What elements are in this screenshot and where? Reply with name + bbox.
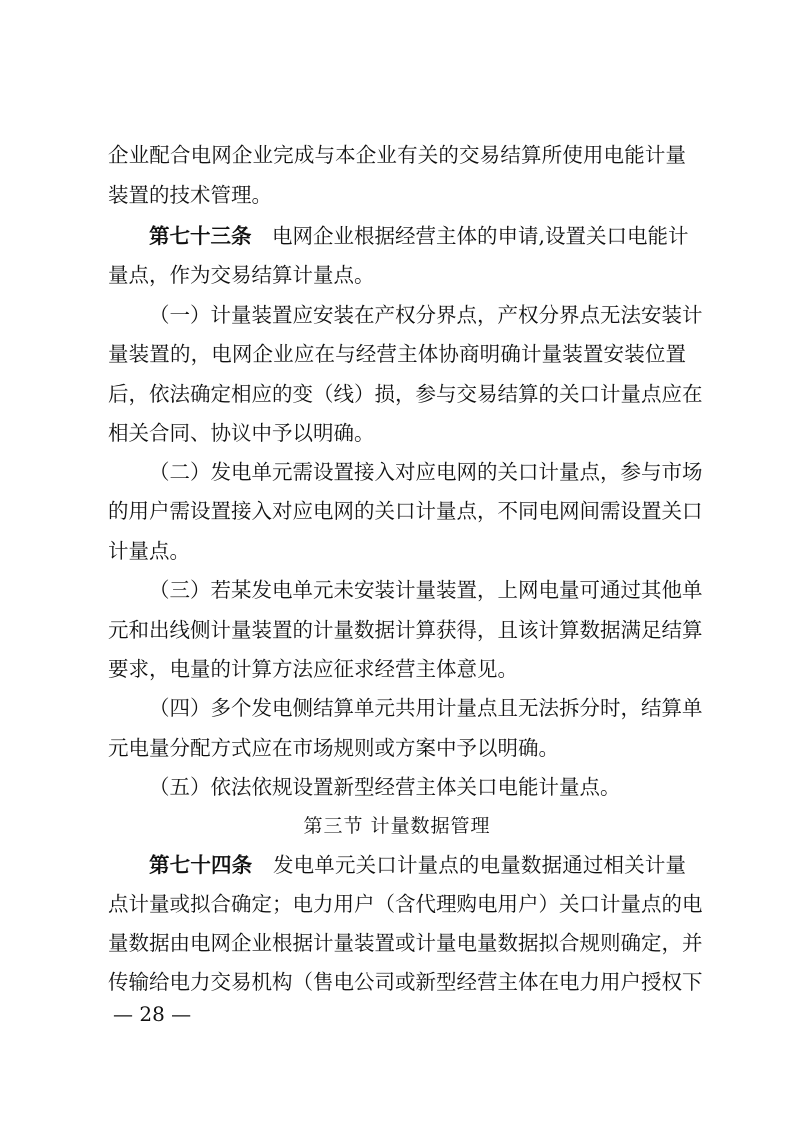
item-4-line-2: 元电量分配方式应在市场规则或方案中予以明确。 <box>108 736 559 760</box>
article-73-first-text: 电网企业根据经营主体的申请,设置关口电能计 <box>272 224 689 248</box>
item-3-line-3: 要求，电量的计算方法应征求经营主体意见。 <box>108 657 518 681</box>
item-1-line-4: 相关合同、协议中予以明确。 <box>108 421 375 445</box>
article-74-first-line <box>149 851 686 879</box>
item-3-line-1: （三）若某发电单元未安装计量装置，上网电量可通过其他单 <box>149 578 703 602</box>
item-4-line-1: （四）多个发电侧结算单元共用计量点且无法拆分时，结算单 <box>149 696 703 720</box>
item-2-line-3: 计量点。 <box>108 539 190 563</box>
article-73-first-line <box>149 222 689 250</box>
article-74-line-4: 传输给电力交易机构（售电公司或新型经营主体在电力用户授权下 <box>108 970 703 994</box>
continuation-line-1: 企业配合电网企业完成与本企业有关的交易结算所使用电能计量 <box>108 143 686 167</box>
item-3-line-2: 元和出线侧计量装置的计量数据计算获得，且该计算数据满足结算 <box>108 618 703 642</box>
page-number: — 28 — <box>113 1002 192 1026</box>
item-1-line-2: 量装置的，电网企业应在与经营主体协商明确计量装置安装位置 <box>108 342 686 366</box>
continuation-line-2: 装置的技术管理。 <box>108 183 272 207</box>
article-74-line-2: 点计量或拟合确定；电力用户（含代理购电用户）关口计量点的电 <box>108 892 703 916</box>
item-5-line-1: （五）依法依规设置新型经营主体关口电能计量点。 <box>149 775 621 799</box>
section-title: 第三节 计量数据管理 <box>303 815 491 837</box>
article-74-line-3: 量数据由电网企业根据计量装置或计量电量数据拟合规则确定，并 <box>108 931 703 955</box>
item-2-line-2: 的用户需设置接入对应电网的关口计量点，不同电网间需设置关口 <box>108 499 703 523</box>
article-74-label: 第七十四条 <box>149 853 253 877</box>
article-74-first-text: 发电单元关口计量点的电量数据通过相关计量 <box>272 853 687 877</box>
article-73-label: 第七十三条 <box>149 224 252 248</box>
item-1-line-1: （一）计量装置应安装在产权分界点，产权分界点无法安装计 <box>149 303 703 327</box>
item-2-line-1: （二）发电单元需设置接入对应电网的关口计量点，参与市场 <box>149 460 703 484</box>
article-73-line-2: 量点，作为交易结算计量点。 <box>108 263 375 287</box>
item-1-line-3: 后，依法确定相应的变（线）损，参与交易结算的关口计量点应在 <box>108 382 703 406</box>
